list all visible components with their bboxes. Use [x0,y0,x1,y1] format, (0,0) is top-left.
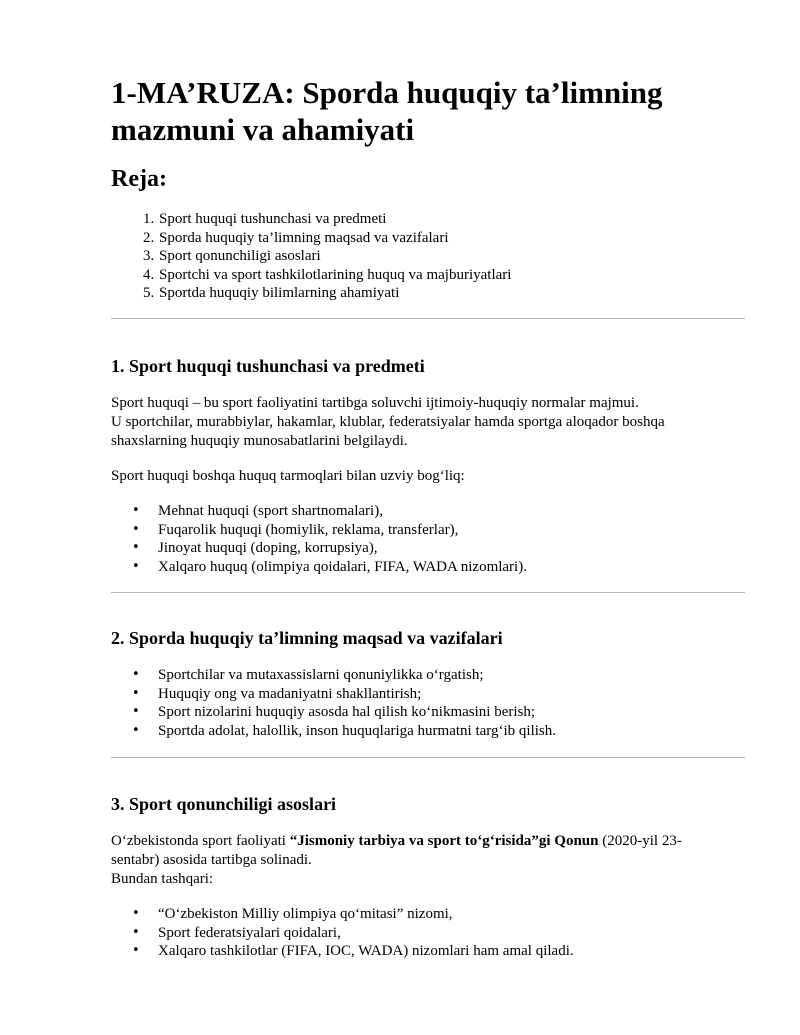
section-3-paragraph [111,832,721,889]
bullet-item: • Xalqaro tashkilotlar (FIFA, IOC, WADA) nizomlari ham amal qiladi. [158,942,574,961]
section-3-bullets [111,905,574,961]
section-divider [111,592,745,593]
plan-item: 2. Sporda huquqiy ta’limning maqsad va vazifalari [158,229,511,248]
plan-item: 4. Sportchi va sport tashkilotlarining huquq va majburiyatlari [158,266,511,285]
plan-item: 1. Sport huquqi tushunchasi va predmeti [158,210,511,229]
bullet-item: • Sport nizolarini huquqiy asosda hal qilish ko‘nikmasini berish; [158,703,556,722]
law-title: “Jismoniy tarbiya va sport to‘g‘risida”gi Qonun [289,833,599,849]
section-1-line-1: Sport huquqi – bu sport faoliyatini tartibga soluvchi ijtimoiy-huquqiy normalar majmui. [111,395,639,411]
bullet-item: • Sportda adolat, halollik, inson huquqlariga hurmatni targ‘ib qilish. [158,722,556,741]
bullet-item: • Sport federatsiyalari qoidalari, [158,924,574,943]
document-title: 1-MA’RUZA: Sporda huquqiy ta’limning mazmuni va ahamiyati [111,75,663,147]
bullet-item: • Mehnat huquqi (sport shartnomalari), [158,502,527,521]
plan-item: 5. Sportda huquqiy bilimlarning ahamiyati [158,284,511,303]
bullet-item: • Xalqaro huquq (olimpiya qoidalari, FIFA, WADA nizomlari). [158,558,527,577]
bullet-item: • Huquqiy ong va madaniyatni shakllantirish; [158,685,556,704]
section-3-heading: 3. Sport qonunchiligi asoslari [111,794,337,814]
section-1-heading: 1. Sport huquqi tushunchasi va predmeti [111,356,425,376]
section-1-bullets [111,502,527,576]
section-2-heading: 2. Sporda huquqiy ta’limning maqsad va vazifalari [111,628,503,648]
section-divider [111,318,745,319]
plan-item: 3. Sport qonunchiligi asoslari [158,247,511,266]
bullet-item: • Sportchilar va mutaxassislarni qonuniylikka o‘rgatish; [158,666,556,685]
bullet-item: • Fuqarolik huquqi (homiylik, reklama, transferlar), [158,521,527,540]
plan-list [111,210,511,303]
bullet-item: • Jinoyat huquqi (doping, korrupsiya), [158,539,527,558]
section-3-text-start: O‘zbekistonda sport faoliyati [111,833,290,849]
section-1-line-2: U sportchilar, murabbiylar, hakamlar, klublar, federatsiyalar hamda sportga aloqador boshqa shaxslarning huquqiy munosabatlarini belgilaydi. [111,414,665,449]
section-divider [111,757,745,758]
section-3-line-2: Bundan tashqari: [111,871,214,887]
section-1-intro: Sport huquqi boshqa huquq tarmoqlari bilan uzviy bog‘liq: [111,468,465,484]
section-2-bullets [111,666,556,740]
section-3-text-end: (2020-yil 23-sentabr) asosida tartibga solinadi. [111,833,682,868]
section-1-paragraph [111,394,731,451]
plan-heading: Reja: [111,166,167,192]
bullet-item: • “O‘zbekiston Milliy olimpiya qo‘mitasi” nizomi, [158,905,574,924]
